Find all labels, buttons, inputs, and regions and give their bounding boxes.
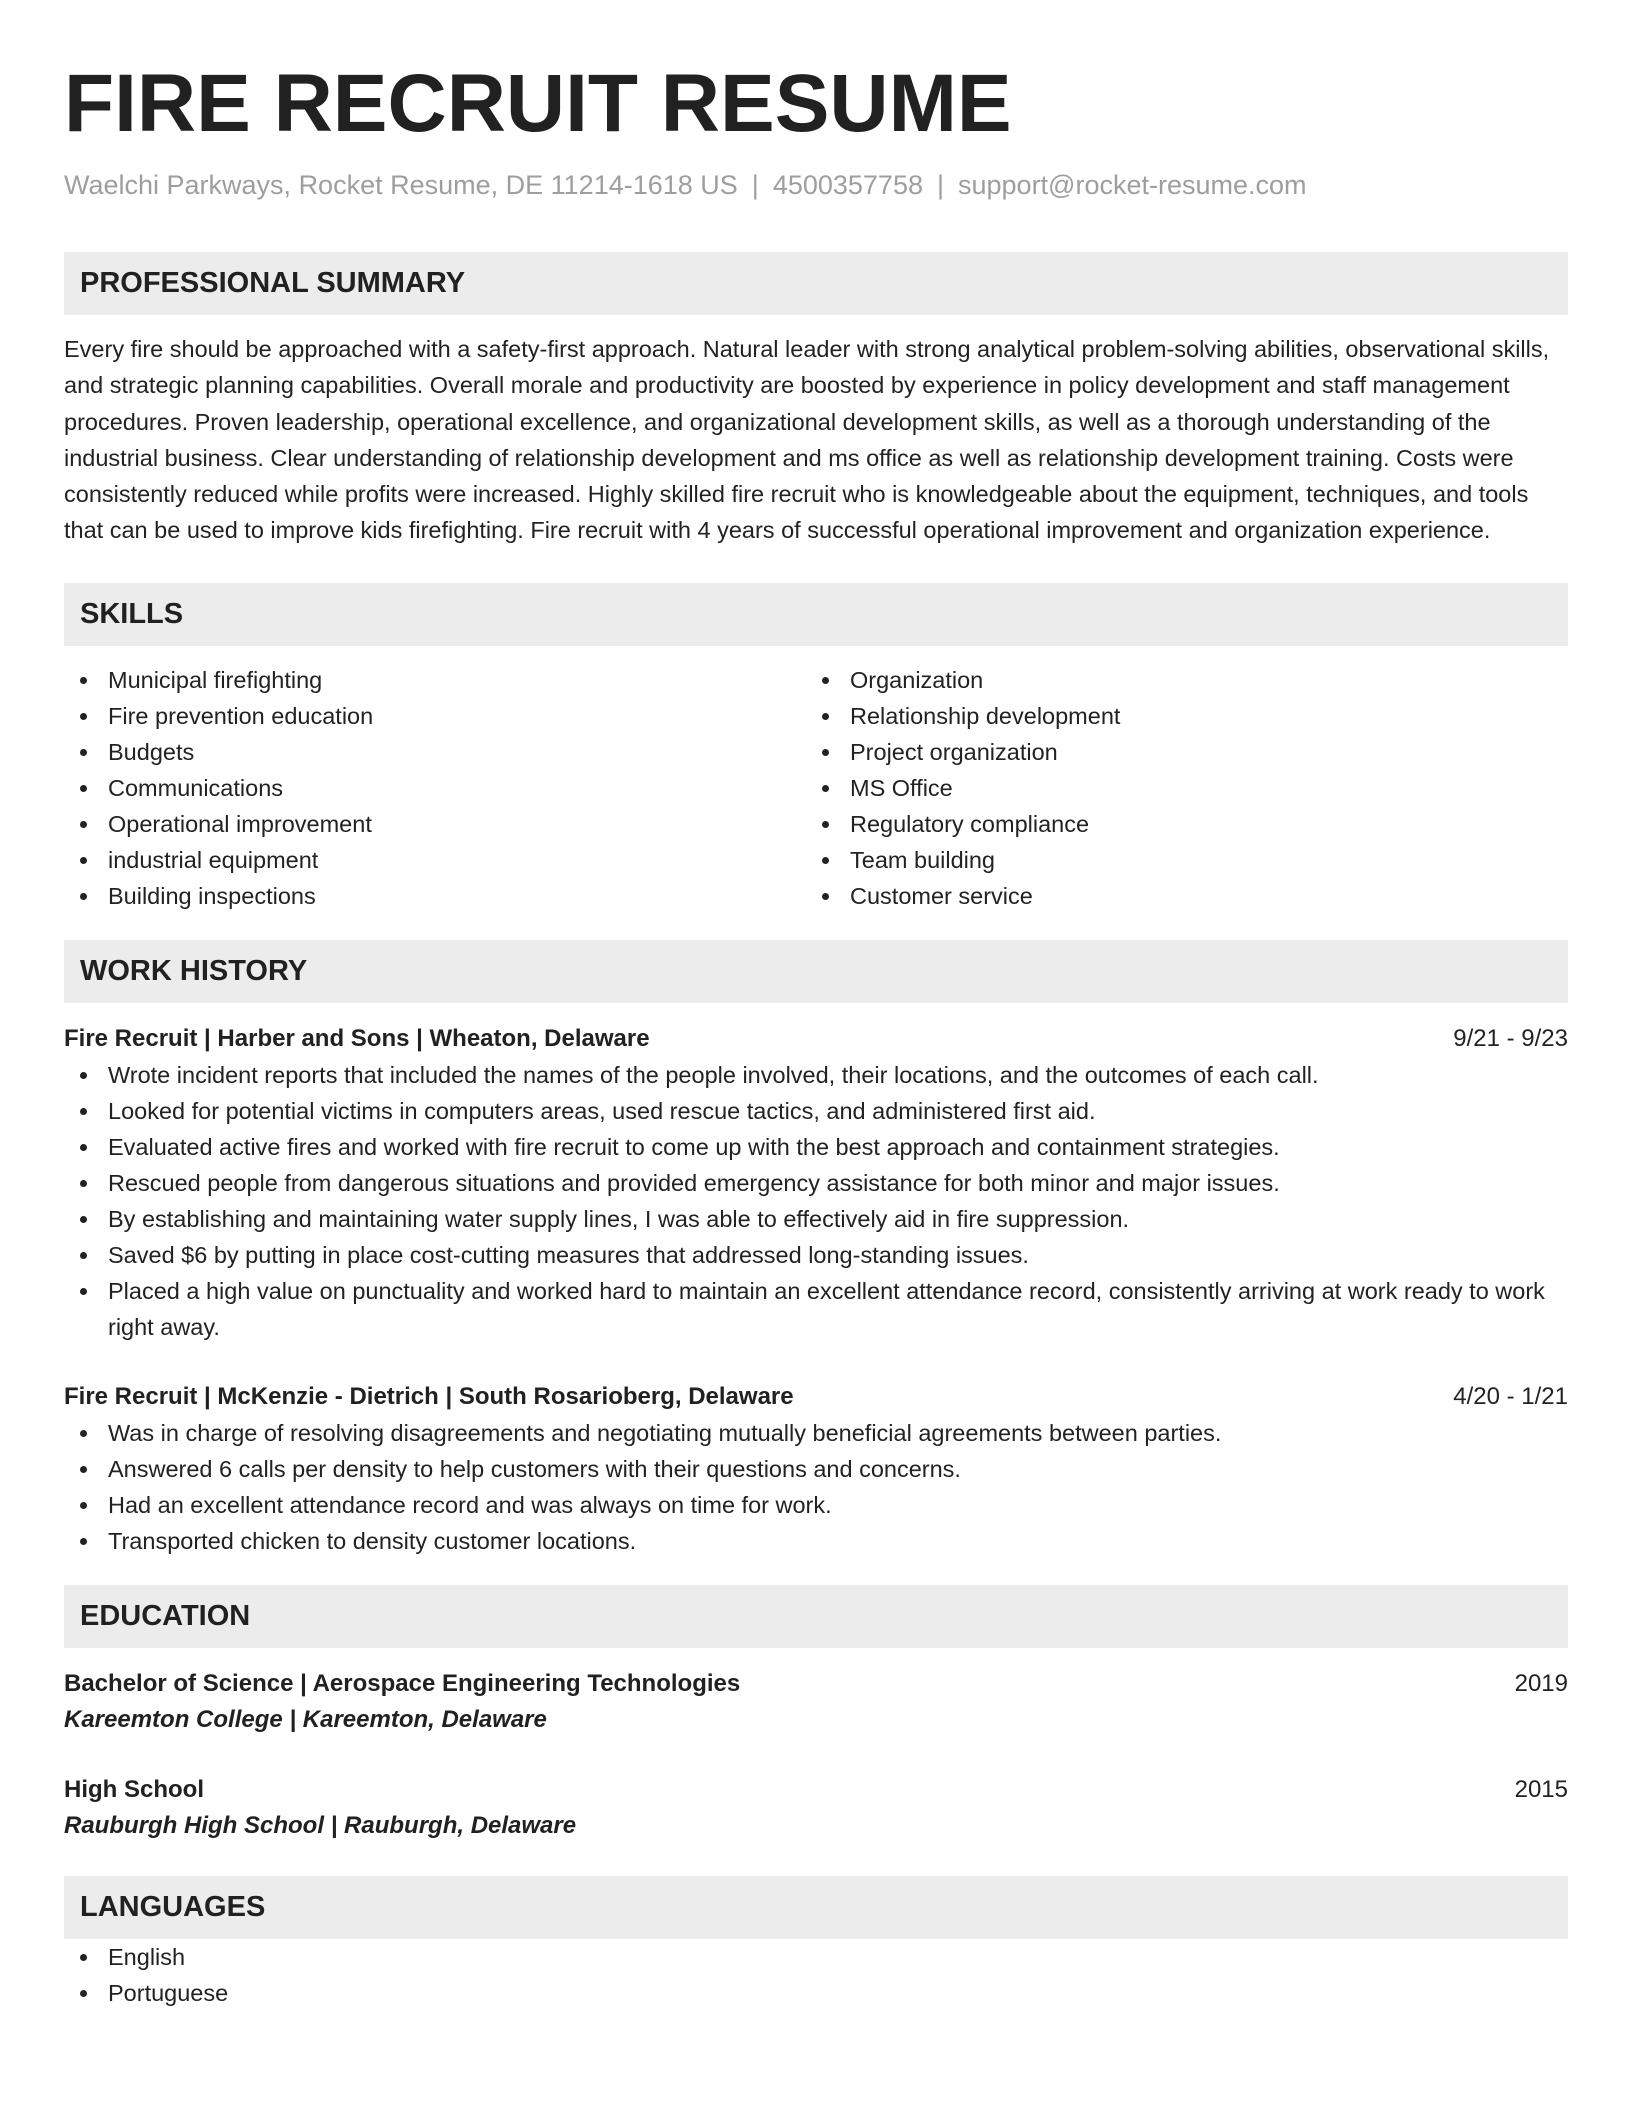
job-title: Fire Recruit | McKenzie - Dietrich | South Rosarioberg, Delaware [64, 1382, 794, 1410]
skill-item: Regulatory compliance [806, 806, 1548, 842]
skills-section [64, 583, 1568, 914]
contact-separator: | [751, 170, 759, 200]
education-degree: Bachelor of Science | Aerospace Engineering Technologies [64, 1669, 741, 1697]
skill-item: Municipal firefighting [64, 662, 806, 698]
skill-item: MS Office [806, 770, 1548, 806]
skill-item: Building inspections [64, 878, 806, 914]
job-bullet: By establishing and maintaining water supply lines, I was able to effectively aid in fire suppression. [64, 1201, 1568, 1237]
summary-text: Every fire should be approached with a safety-first approach. Natural leader with strong analytical problem-solving abilities, observational skills, and strategic planning capabilities. Overall morale and productivity are boosted by experience in policy development and staff management procedures. Proven leadership, operational excellence, and organizational development skills, as well as a thorough understanding of the industrial business. Clear understanding of relationship development and ms office as well as relationship development training. Costs were consistently reduced while profits were increased. Highly skilled fire recruit who is knowledgeable about the equipment, techniques, and tools that can be used to improve kids firefighting. Fire recruit with 4 years of successful operational improvement and organization experience. [64, 336, 1550, 544]
education-section [64, 1585, 1568, 1844]
skills-list-left [64, 662, 806, 914]
education-header [64, 1772, 1568, 1808]
skill-item: Budgets [64, 734, 806, 770]
resume-title: FIRE RECRUIT RESUME [64, 58, 1012, 149]
job-bullet: Wrote incident reports that included the names of the people involved, their locations, and the outcomes of each call. [64, 1057, 1568, 1093]
education-school: Kareemton College | Kareemton, Delaware [64, 1705, 547, 1733]
job-bullet: Evaluated active fires and worked with fire recruit to come up with the best approach and containment strategies. [64, 1129, 1568, 1165]
job-bullet: Was in charge of resolving disagreements and negotiating mutually beneficial agreements between parties. [64, 1415, 1568, 1451]
job-bullet: Placed a high value on punctuality and worked hard to maintain an excellent attendance record, consistently arriving at work ready to work right away. [64, 1273, 1568, 1345]
contact-address: Waelchi Parkways, Rocket Resume, DE 11214-1618 US [64, 170, 738, 200]
language-item: English [64, 1939, 1568, 1975]
skill-item: Team building [806, 842, 1548, 878]
language-item: Portuguese [64, 1975, 1568, 2011]
contact-separator: | [936, 170, 944, 200]
education-year: 2015 [1514, 1775, 1568, 1803]
job-bullet: Transported chicken to density customer locations. [64, 1523, 1568, 1559]
skill-item: Customer service [806, 878, 1548, 914]
skills-heading: SKILLS [64, 583, 1568, 646]
contact-phone: 4500357758 [772, 170, 923, 200]
job-header [64, 1021, 1568, 1057]
job-dates: 4/20 - 1/21 [1453, 1382, 1568, 1410]
work-history-heading: WORK HISTORY [64, 940, 1568, 1003]
skills-list-right [806, 662, 1548, 914]
languages-heading: LANGUAGES [64, 1876, 1568, 1939]
skill-item: Organization [806, 662, 1548, 698]
education-entry [64, 1666, 1568, 1738]
job-title: Fire Recruit | Harber and Sons | Wheaton, Delaware [64, 1024, 650, 1052]
job-bullet: Looked for potential victims in computers areas, used rescue tactics, and administered first aid. [64, 1093, 1568, 1129]
job-entry [64, 1379, 1568, 1559]
languages-list [64, 1939, 1568, 2011]
skill-item: Project organization [806, 734, 1548, 770]
education-school: Rauburgh High School | Rauburgh, Delaware [64, 1811, 577, 1839]
skills-columns [64, 662, 1568, 914]
job-bullet-list [64, 1057, 1568, 1345]
contact-line [64, 168, 1568, 202]
summary-heading: PROFESSIONAL SUMMARY [64, 252, 1568, 315]
education-year: 2019 [1514, 1669, 1568, 1697]
job-bullet: Rescued people from dangerous situations and provided emergency assistance for both minor and major issues. [64, 1165, 1568, 1201]
job-entry [64, 1021, 1568, 1345]
education-degree: High School [64, 1775, 204, 1803]
work-history-section [64, 940, 1568, 1559]
contact-email: support@rocket-resume.com [958, 170, 1307, 200]
skill-item: industrial equipment [64, 842, 806, 878]
job-bullet: Saved $6 by putting in place cost-cutting measures that addressed long-standing issues. [64, 1237, 1568, 1273]
education-header [64, 1666, 1568, 1702]
summary-section [64, 252, 1568, 549]
skill-item: Fire prevention education [64, 698, 806, 734]
skill-item: Operational improvement [64, 806, 806, 842]
job-bullet-list [64, 1415, 1568, 1559]
education-heading: EDUCATION [64, 1585, 1568, 1648]
resume-page [64, 0, 1568, 2011]
skill-item: Relationship development [806, 698, 1548, 734]
job-header [64, 1379, 1568, 1415]
job-bullet: Answered 6 calls per density to help customers with their questions and concerns. [64, 1451, 1568, 1487]
education-entry [64, 1772, 1568, 1844]
languages-section [64, 1876, 1568, 2011]
job-bullet: Had an excellent attendance record and was always on time for work. [64, 1487, 1568, 1523]
job-dates: 9/21 - 9/23 [1453, 1024, 1568, 1052]
skill-item: Communications [64, 770, 806, 806]
